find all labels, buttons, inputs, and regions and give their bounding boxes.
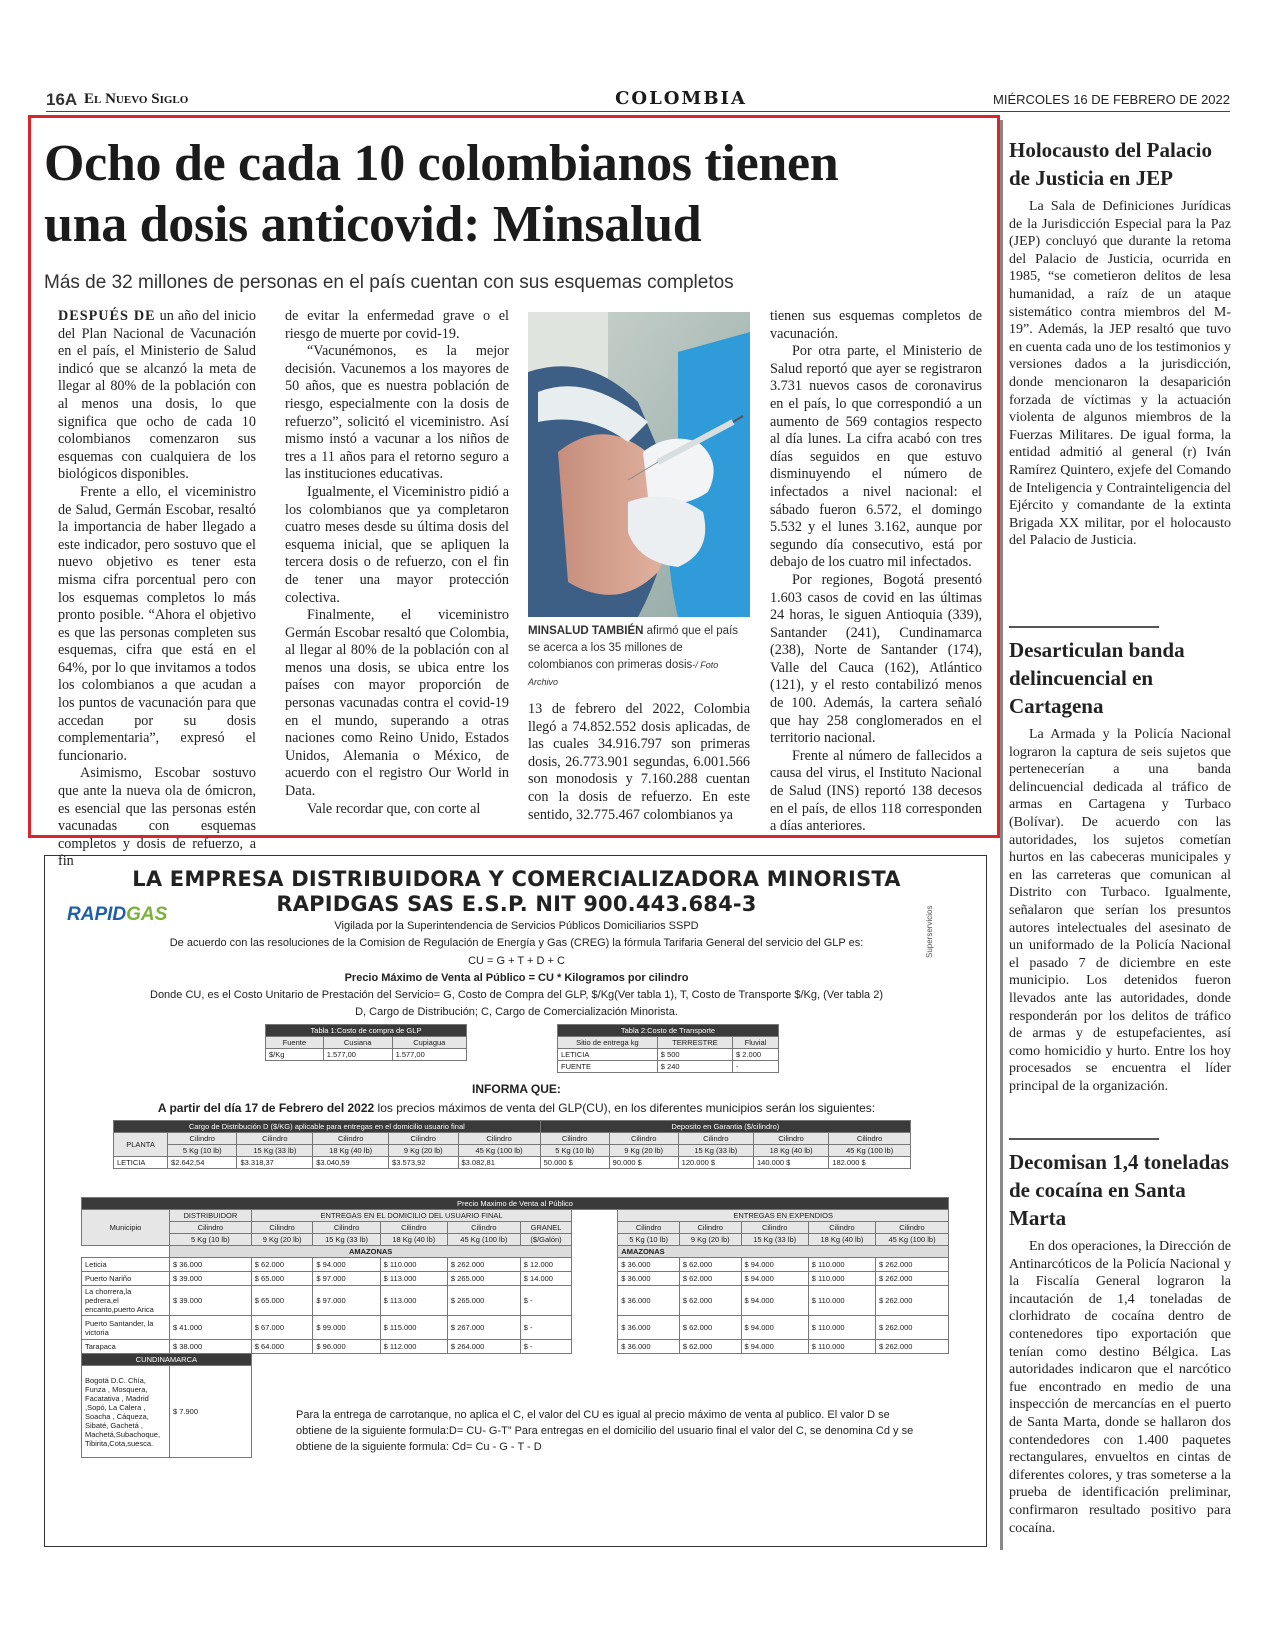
- table-row: [82, 1340, 949, 1354]
- ad-title-1: LA EMPRESA DISTRIBUIDORA Y COMERCIALIZADORA MINORISTA: [132, 867, 901, 891]
- table-cell: 15 Kg (33 lb): [741, 1234, 808, 1246]
- table-cell: $ 2.000: [733, 1049, 779, 1061]
- ad-line: Donde CU, es el Costo Unitario de Prestación del Servicio= G, Costo de Compra del GLP, $/Kg(Ver tabla 1), T, Costo de Transporte $/Kg, (Ver tabla 2): [150, 989, 883, 1001]
- table-cell: $3.573,92: [389, 1157, 458, 1169]
- table-header: Fluvial: [733, 1037, 779, 1049]
- table-header: ENTREGAS EN EL DOMICILIO DEL USUARIO FINAL: [251, 1210, 572, 1222]
- paragraph: Finalmente, el viceministro Germán Escobar resaltó que Colombia, al llegar al 80% de la población con al menos una dosis, se ubica entre los países con mayor proporción de personas vacunadas contra el covid-19 en el mundo, superando a otras naciones como Reino Unido, Estados Unidos, Alemania o México, de acuerdo con el registro Our World in Data.: [285, 607, 509, 800]
- table-cell: $ 110.000: [808, 1316, 875, 1340]
- table-gap: [572, 1286, 618, 1316]
- table-cell: 9 Kg (20 lb): [389, 1145, 458, 1157]
- table-cell: $ 12.000: [520, 1258, 572, 1272]
- table-cell: $ 267.000: [447, 1316, 520, 1340]
- article-column-4: [770, 308, 982, 836]
- table-cell: $ 115.000: [380, 1316, 447, 1340]
- headline: [44, 133, 974, 255]
- table-3-distribution-charge: [113, 1120, 911, 1169]
- table-cell: $ 36.000: [618, 1340, 680, 1354]
- lead-caps: DESPUÉS DE: [58, 308, 156, 324]
- table-header: Cupiagua: [392, 1037, 466, 1049]
- table-gap: [572, 1340, 618, 1354]
- table-header: GRANEL: [520, 1222, 572, 1234]
- table-cell: 18 Kg (40 lb): [753, 1145, 828, 1157]
- table-cell: $ 110.000: [808, 1286, 875, 1316]
- table-cell: LETICIA: [558, 1049, 658, 1061]
- table-header: Cilindro: [876, 1222, 949, 1234]
- paragraph: Frente al número de fallecidos a causa del virus, el Instituto Nacional de Salud (INS) reportó 138 decesos en el país, de ellos 118 corresponden a días anteriores.: [770, 747, 982, 835]
- table-cell: $ 65.000: [251, 1286, 313, 1316]
- table-cell: 120.000 $: [678, 1157, 753, 1169]
- table-cell: $ 62.000: [679, 1258, 741, 1272]
- paragraph: Por otra parte, el Ministerio de Salud reportó que ayer se registraron 3.731 nuevos casos de coronavirus en el país, lo que correspondió a un aumento de 569 contagios respecto al día lunes. La cifra acabó con tres días seguidos en que estuvo disminuyendo el número de infectados a nivel nacional: el sábado fueron 6.572, el domingo 5.532 y el lunes 3.162, aunque por segundo día consecutivo, está por debajo de los cuatro mil infectados.: [770, 343, 982, 571]
- table-cell: $ 265.000: [447, 1272, 520, 1286]
- table-row: [82, 1272, 949, 1286]
- table-title: Tabla 2:Costo de Transporte: [558, 1025, 779, 1037]
- table-header: Fuente: [266, 1037, 324, 1049]
- table-cell: La chorrera,la pedrera,el encanto,puerto Arica: [82, 1286, 170, 1316]
- table-cell: $ 262.000: [876, 1316, 949, 1340]
- table-cell: $ 97.000: [313, 1286, 380, 1316]
- table-cell: ($/Galón): [520, 1234, 572, 1246]
- region-header: AMAZONAS: [618, 1246, 949, 1258]
- table-cell: $ 36.000: [618, 1272, 680, 1286]
- ad-footnote: Para la entrega de carrotanque, no aplica el C, el valor del CU es igual al precio máximo de venta al publico. El valor D se obtiene de la siguiente formula:D= CU- G-T” Para entregas en el domicilio del usuario final el valor del C, se denomina Cd y se obtiene de la siguiente formula: Cd= Cu - G - T - D: [296, 1409, 914, 1453]
- table-cell: $ 62.000: [679, 1272, 741, 1286]
- table-cell: 140.000 $: [753, 1157, 828, 1169]
- table-header: Cilindro: [170, 1222, 252, 1234]
- table-cell: 5 Kg (10 lb): [618, 1234, 680, 1246]
- table-cell: $ 94.000: [313, 1258, 380, 1272]
- ad-line: De acuerdo con las resoluciones de la Comision de Regulación de Energía y Gas (CREG) la fórmula Tarifaria General del servicio del GLP es:: [169, 937, 864, 949]
- ad-informa: INFORMA QUE:: [472, 1082, 561, 1096]
- table-header: Cilindro: [380, 1222, 447, 1234]
- table-cell: 45 Kg (100 lb): [447, 1234, 520, 1246]
- table-header: PLANTA: [114, 1133, 168, 1157]
- table-cell: $ 39.000: [170, 1272, 252, 1286]
- table-cell: 15 Kg (33 lb): [237, 1145, 313, 1157]
- article-column-2: [285, 308, 509, 818]
- table-header: DISTRIBUIDOR: [170, 1210, 252, 1222]
- table-header: Cilindro: [389, 1133, 458, 1145]
- paragraph: Vale recordar que, con corte al: [307, 800, 481, 817]
- table-gap: [572, 1272, 618, 1286]
- table-header: Cilindro: [313, 1133, 389, 1145]
- table-gap: [572, 1246, 618, 1258]
- table-cell: $ 113.000: [380, 1272, 447, 1286]
- table-cell: $ 265.000: [447, 1286, 520, 1316]
- table-cell: $/Kg: [266, 1049, 324, 1061]
- table-header: Cilindro: [609, 1133, 678, 1145]
- paragraph: de evitar la enfermedad grave o el riesgo de muerte por covid-19.: [285, 308, 509, 342]
- table-cell: $ 262.000: [876, 1258, 949, 1272]
- ad-formula: CU = G + T + D + C: [468, 955, 565, 967]
- table-cell: 5 Kg (10 lb): [168, 1145, 237, 1157]
- table-cell: $ 99.000: [313, 1316, 380, 1340]
- table-title: Tabla 1:Costo de compra de GLP: [266, 1025, 467, 1037]
- table-cell: Puerto Nariño: [82, 1272, 170, 1286]
- article-column-1: [58, 308, 256, 871]
- table-cell: $ 36.000: [618, 1258, 680, 1272]
- table-cell: $ 94.000: [741, 1316, 808, 1340]
- table-cell: $ 113.000: [380, 1286, 447, 1316]
- table-cell: $ 97.000: [313, 1272, 380, 1286]
- table-cell: Tarapaca: [82, 1340, 170, 1354]
- table-header: Cilindro: [808, 1222, 875, 1234]
- ad-price-notice: [45, 1101, 988, 1115]
- paragraph: Igualmente, el Viceministro pidió a los colombianos que ya completaron cuatro meses desde su última dosis del esquema inicial, que se apliquen la tercera dosis o de refuerzo, con el fin de tener una mayor protección colectiva.: [285, 483, 509, 606]
- table-cell: $3.082,81: [458, 1157, 540, 1169]
- superservicios-logo: Superservicios: [925, 905, 934, 958]
- table-cell: $ 7.900: [170, 1366, 252, 1458]
- caption-lead: MINSALUD TAMBIÉN: [528, 625, 644, 637]
- table-header: Cilindro: [237, 1133, 313, 1145]
- sidebar-story-santa-marta: [1009, 1148, 1231, 1537]
- table-cell: $ 36.000: [618, 1286, 680, 1316]
- paragraph: Asimismo, Escobar sostuvo que ante la nueva ola de ómicron, es esencial que las personas estén vacunadas con esquemas completos y dosis de refuerzo, a fin: [58, 765, 256, 870]
- table-cell: $ 240: [657, 1061, 732, 1073]
- notice-text: los precios máximos de venta del GLP(CU), en los diferentes municipios serán los siguientes:: [374, 1101, 876, 1115]
- table-cell: 18 Kg (40 lb): [380, 1234, 447, 1246]
- table-cell: $ 36.000: [170, 1258, 252, 1272]
- table-gap: [572, 1210, 618, 1222]
- page-header: [46, 88, 1230, 112]
- table-cell: 5 Kg (10 lb): [170, 1234, 252, 1246]
- table-cell: 15 Kg (33 lb): [678, 1145, 753, 1157]
- sidebar-separator: [1009, 626, 1159, 628]
- table-cell: $3.318,37: [237, 1157, 313, 1169]
- table-header: Deposito en Garantia ($/cilindro): [540, 1121, 910, 1133]
- headline-line-2: una dosis anticovid: Minsalud: [44, 196, 702, 253]
- table-cell: $ 62.000: [679, 1316, 741, 1340]
- table-cell: 18 Kg (40 lb): [313, 1145, 389, 1157]
- table-gap: [82, 1246, 170, 1258]
- table-cell: $ 62.000: [679, 1286, 741, 1316]
- table-cell: $ 94.000: [741, 1340, 808, 1354]
- table-header: Cilindro: [829, 1133, 911, 1145]
- table-cell: 9 Kg (20 lb): [609, 1145, 678, 1157]
- table-header: Cilindro: [313, 1222, 380, 1234]
- table-cell: $ 64.000: [251, 1340, 313, 1354]
- article-column-3: [528, 701, 750, 824]
- sidebar-story-body: La Sala de Definiciones Jurídicas de la Jurisdicción Especial para la Paz (JEP) concluyó que durante la retoma del Palacio de Justicia, ocurrida en 1985, “se cometieron delitos de lesa humanidad, a raíz de un ataque sistemático contra miembros del M-19”. Además, la JEP resaltó que tuvo en cuenta cada uno de los testimonios y versiones dados a la jurisdicción, donde mencionaron la desaparición forzada de víctimas y la actuación violenta de algunos miembros de la Fuerzas Militares. De igual forma, la entidad admitió al general (r) Iván Ramírez Quintero, exjefe del Comando de Inteligencia y Contrainteligencia del Ejército y comandante de la extinta Brigada XX militar, por el holocausto del Palacio de Justicia.: [1009, 199, 1231, 549]
- paragraph: 13 de febrero del 2022, Colombia llegó a 74.852.552 dosis aplicadas, de las cuales 34.916.797 son primeras dosis, 26.773.901 segundas, 6.001.566 son monodosis y 7.160.288 cuentan con la dosis de refuerzo. En este sentido, 32.775.467 colombianos ya: [528, 701, 750, 823]
- table-header: Cilindro: [540, 1133, 609, 1145]
- table-header: Municipio: [82, 1210, 170, 1246]
- table-cell: $ 36.000: [618, 1316, 680, 1340]
- table-cell: Leticia: [82, 1258, 170, 1272]
- table-cell: Bogotá D.C. Chía, Funza , Mosquera, Facatativa , Madrid ,Sopó, La Calera , Soacha , Cáqueza, Sibaté, Gachetá , Machetá,Subachoque, Tibirita,Cota,suesca.: [82, 1366, 170, 1458]
- table-cell: 182.000 $: [829, 1157, 911, 1169]
- table-cell: LETICIA: [114, 1157, 168, 1169]
- table-gap: [572, 1258, 618, 1272]
- issue-date: MIÉRCOLES 16 DE FEBRERO DE 2022: [993, 92, 1230, 107]
- sidebar-story-title: Desarticulan banda delincuencial en Cartagena: [1009, 638, 1185, 718]
- table-cell: $ 112.000: [380, 1340, 447, 1354]
- ad-line: Vigilada por la Superintendencia de Servicios Públicos Domiciliarios SSPD: [334, 920, 699, 932]
- table-cell: $ 39.000: [170, 1286, 252, 1316]
- table-cell: 45 Kg (100 lb): [829, 1145, 911, 1157]
- table-cell: Puerto Santander, la victoria: [82, 1316, 170, 1340]
- table-cell: 18 Kg (40 lb): [808, 1234, 875, 1246]
- region-header: CUNDINAMARCA: [82, 1354, 252, 1366]
- table-header: Cilindro: [251, 1222, 313, 1234]
- table-header: Cilindro: [678, 1133, 753, 1145]
- headline-line-1: Ocho de cada 10 colombianos tienen: [44, 135, 839, 192]
- table-cell: $ 94.000: [741, 1272, 808, 1286]
- table-header: Cusiana: [323, 1037, 392, 1049]
- table-header: ENTREGAS EN EXPENDIOS: [618, 1210, 949, 1222]
- table-cell: $ 65.000: [251, 1272, 313, 1286]
- logo-text-b: GAS: [126, 904, 168, 925]
- table-header: Cilindro: [741, 1222, 808, 1234]
- table-cell: -: [733, 1061, 779, 1073]
- sidebar-story-cartagena: [1009, 636, 1231, 1095]
- table-header: Cilindro: [679, 1222, 741, 1234]
- caption-credit: -/ Foto Archivo: [528, 660, 719, 687]
- rapidgas-advertisement: [44, 855, 987, 1547]
- table-cell: $ 110.000: [808, 1272, 875, 1286]
- table-cell: 1.577,00: [323, 1049, 392, 1061]
- table-cell: $ 94.000: [741, 1258, 808, 1272]
- ad-price-formula: Precio Máximo de Venta al Público = CU * Kilogramos por cilindro: [344, 972, 689, 984]
- table-cell: 45 Kg (100 lb): [458, 1145, 540, 1157]
- paragraph: Frente a ello, el viceministro de Salud, Germán Escobar, resaltó la importancia de haber llegado a este indicador, pero sostuvo que el nuevo objetivo es tener esta misma cifra porcentual pero con los esquemas completos lo más pronto posible. “Ahora el objetivo es que las personas completen sus esquemas, cifra que está en el 64%, por lo que invitamos a todos los colombianos a que acudan a los puntos de vacunación para que accedan por su dosis complementaria”, expresó el funcionario.: [58, 483, 256, 764]
- table-cell: 5 Kg (10 lb): [540, 1145, 609, 1157]
- table-cell: FUENTE: [558, 1061, 658, 1073]
- table-header: Cilindro: [753, 1133, 828, 1145]
- sidebar-story-jep: [1009, 136, 1231, 550]
- logo-text-a: RAPID: [67, 904, 127, 925]
- table-cell: $ -: [520, 1316, 572, 1340]
- section-name: COLOMBIA: [615, 88, 747, 109]
- table-gap: [572, 1222, 618, 1234]
- table-cell: $ 14.000: [520, 1272, 572, 1286]
- sidebar-separator: [1009, 1138, 1159, 1140]
- table-cell: $2.642,54: [168, 1157, 237, 1169]
- table-cell: $ 110.000: [380, 1258, 447, 1272]
- table-row: [82, 1286, 949, 1316]
- table-cell: $ -: [520, 1286, 572, 1316]
- table-header: Cilindro: [458, 1133, 540, 1145]
- caption-text: afirmó que el país se acerca a los 35 millones de colombianos con primeras dosis: [528, 625, 739, 671]
- table-cell: $ 262.000: [876, 1340, 949, 1354]
- table-gap: [572, 1234, 618, 1246]
- subheadline: Más de 32 millones de personas en el país cuentan con sus esquemas completos: [44, 272, 734, 293]
- publication-name: El Nuevo Siglo: [84, 91, 189, 107]
- table-cell: $ 262.000: [876, 1286, 949, 1316]
- paragraph: [58, 308, 256, 484]
- region-header: AMAZONAS: [170, 1246, 572, 1258]
- table-cell: 50.000 $: [540, 1157, 609, 1169]
- sidebar-story-title: Decomisan 1,4 toneladas de cocaína en Santa Marta: [1009, 1150, 1229, 1230]
- ad-title-2: RAPIDGAS SAS E.S.P. NIT 900.443.684-3: [276, 892, 757, 916]
- table-header: Sitio de entrega kg: [558, 1037, 658, 1049]
- table-cell: $ 262.000: [876, 1272, 949, 1286]
- table-cell: $ 62.000: [679, 1340, 741, 1354]
- table-cell: $ 62.000: [251, 1258, 313, 1272]
- table-cell: $ 94.000: [741, 1286, 808, 1316]
- vaccination-photo: [528, 312, 750, 617]
- table-header: Cargo de Distribución D ($/KG) aplicable para entregas en el domicilio usuario final: [114, 1121, 541, 1133]
- table-cell: $ 500: [657, 1049, 732, 1061]
- ad-line: D, Cargo de Distribución; C, Cargo de Comercialización Minorista.: [355, 1006, 678, 1018]
- table-cell: $ 262.000: [447, 1258, 520, 1272]
- table-cell: 90.000 $: [609, 1157, 678, 1169]
- table-cell: $3.040,59: [313, 1157, 389, 1169]
- table-cell: 1.577,00: [392, 1049, 466, 1061]
- table-cell: $ 96.000: [313, 1340, 380, 1354]
- table-cell: 15 Kg (33 lb): [313, 1234, 380, 1246]
- table-row: [82, 1258, 949, 1272]
- table-2-transport-cost: [557, 1024, 779, 1073]
- table-row: [82, 1316, 949, 1340]
- table-cell: $ 110.000: [808, 1340, 875, 1354]
- table-header: TERRESTRE: [657, 1037, 732, 1049]
- paragraph: Por regiones, Bogotá presentó 1.603 casos de covid en las últimas 24 horas, le siguen Antioquia (339), Santander (241), Cundinamarca (238), Norte de Santander (174), Valle del Cauca (162), Atlántico (121), y el resto contabilizó menos de 100. Además, la cartera señaló que hay 258 conglomerados en el territorio nacional.: [770, 571, 982, 747]
- sidebar-story-title: Holocausto del Palacio de Justicia en JEP: [1009, 138, 1212, 190]
- table-gap: [572, 1316, 618, 1340]
- table-cell: $ -: [520, 1340, 572, 1354]
- paragraph-text: un año del inicio del Plan Nacional de Vacunación en el país, el Ministerio de Salud indicó que se alcanzó la meta de llegar al 80% de la población con al menos una dosis, lo que significa que ocho de cada 10 colombianos comenzaron sus esquemas con cualquiera de los biológicos disponibles.: [58, 308, 256, 483]
- table-header: Cilindro: [447, 1222, 520, 1234]
- sidebar-story-body: En dos operaciones, la Dirección de Antinarcóticos de la Policía Nacional y la Fiscalía General lograron la incautación de 1,4 toneladas de clorhidrato de cocaína dentro de contenedores tipo exportación que tenían como destino Bélgica. Las autoridades indicaron que el narcótico fue encontrado en medio de una inspección de mercancías en el puerto de Santa Marta, donde se hallaron dos contendedores con 1.400 paquetes rectangulares, envueltos en cintas de diferentes colores, y tras someterse a la prueba de identificación preliminar, confirmaron resultado positivo para cocaína.: [1009, 1239, 1231, 1536]
- table-1-glp-cost: [265, 1024, 467, 1061]
- photo-caption: [528, 623, 750, 691]
- table-cell: $ 110.000: [808, 1258, 875, 1272]
- table-gap: [251, 1354, 948, 1366]
- paragraph: tienen sus esquemas completos de vacunación.: [770, 308, 982, 342]
- page-number: 16A: [46, 90, 78, 109]
- table-cell: 9 Kg (20 lb): [679, 1234, 741, 1246]
- paragraph: “Vacunémonos, es la mejor decisión. Vacunemos a los mayores de 50 años, que es nuestra población de riesgo, especialmente con la dosis de refuerzo”, solicitó el viceministro. Así mismo instó a vacunar a los niños de tres a 11 años para el retorno seguro a las instituciones educativas.: [285, 343, 509, 483]
- table-cell: $ 67.000: [251, 1316, 313, 1340]
- table-cell: $ 38.000: [170, 1340, 252, 1354]
- table-cell: 9 Kg (20 lb): [251, 1234, 313, 1246]
- table-cell: $ 264.000: [447, 1340, 520, 1354]
- notice-date: A partir del día 17 de Febrero del 2022: [157, 1101, 375, 1115]
- table-cell: 45 Kg (100 lb): [876, 1234, 949, 1246]
- table-header: Cilindro: [168, 1133, 237, 1145]
- table-cell: $ 41.000: [170, 1316, 252, 1340]
- sidebar-story-body: La Armada y la Policía Nacional lograron la captura de seis sujetos que pertenecerían a una banda delincuencial dedicada al tráfico de armas en Cartagena y Turbaco (Bolívar). De acuerdo con las autoridades, los sujetos cometían hurtos en las cabeceras municipales y en las carreteras que comunican al Distrito con Turbaco. Igualmente, señalaron que serían los presuntos autores intelectuales del asesinato de un uniformado de la Policía Nacional el pasado 7 de diciembre en este municipio. Los detenidos fueron llevados ante las autoridades, donde responderán por los delitos de tráfico de armas y de estupefacientes, así como homicidio y hurto. Entre los hoy procesados se encuentra el líder principal de la organización.: [1009, 727, 1231, 1094]
- table-header: Cilindro: [618, 1222, 680, 1234]
- table-title: Precio Maximo de Venta al Público: [82, 1198, 949, 1210]
